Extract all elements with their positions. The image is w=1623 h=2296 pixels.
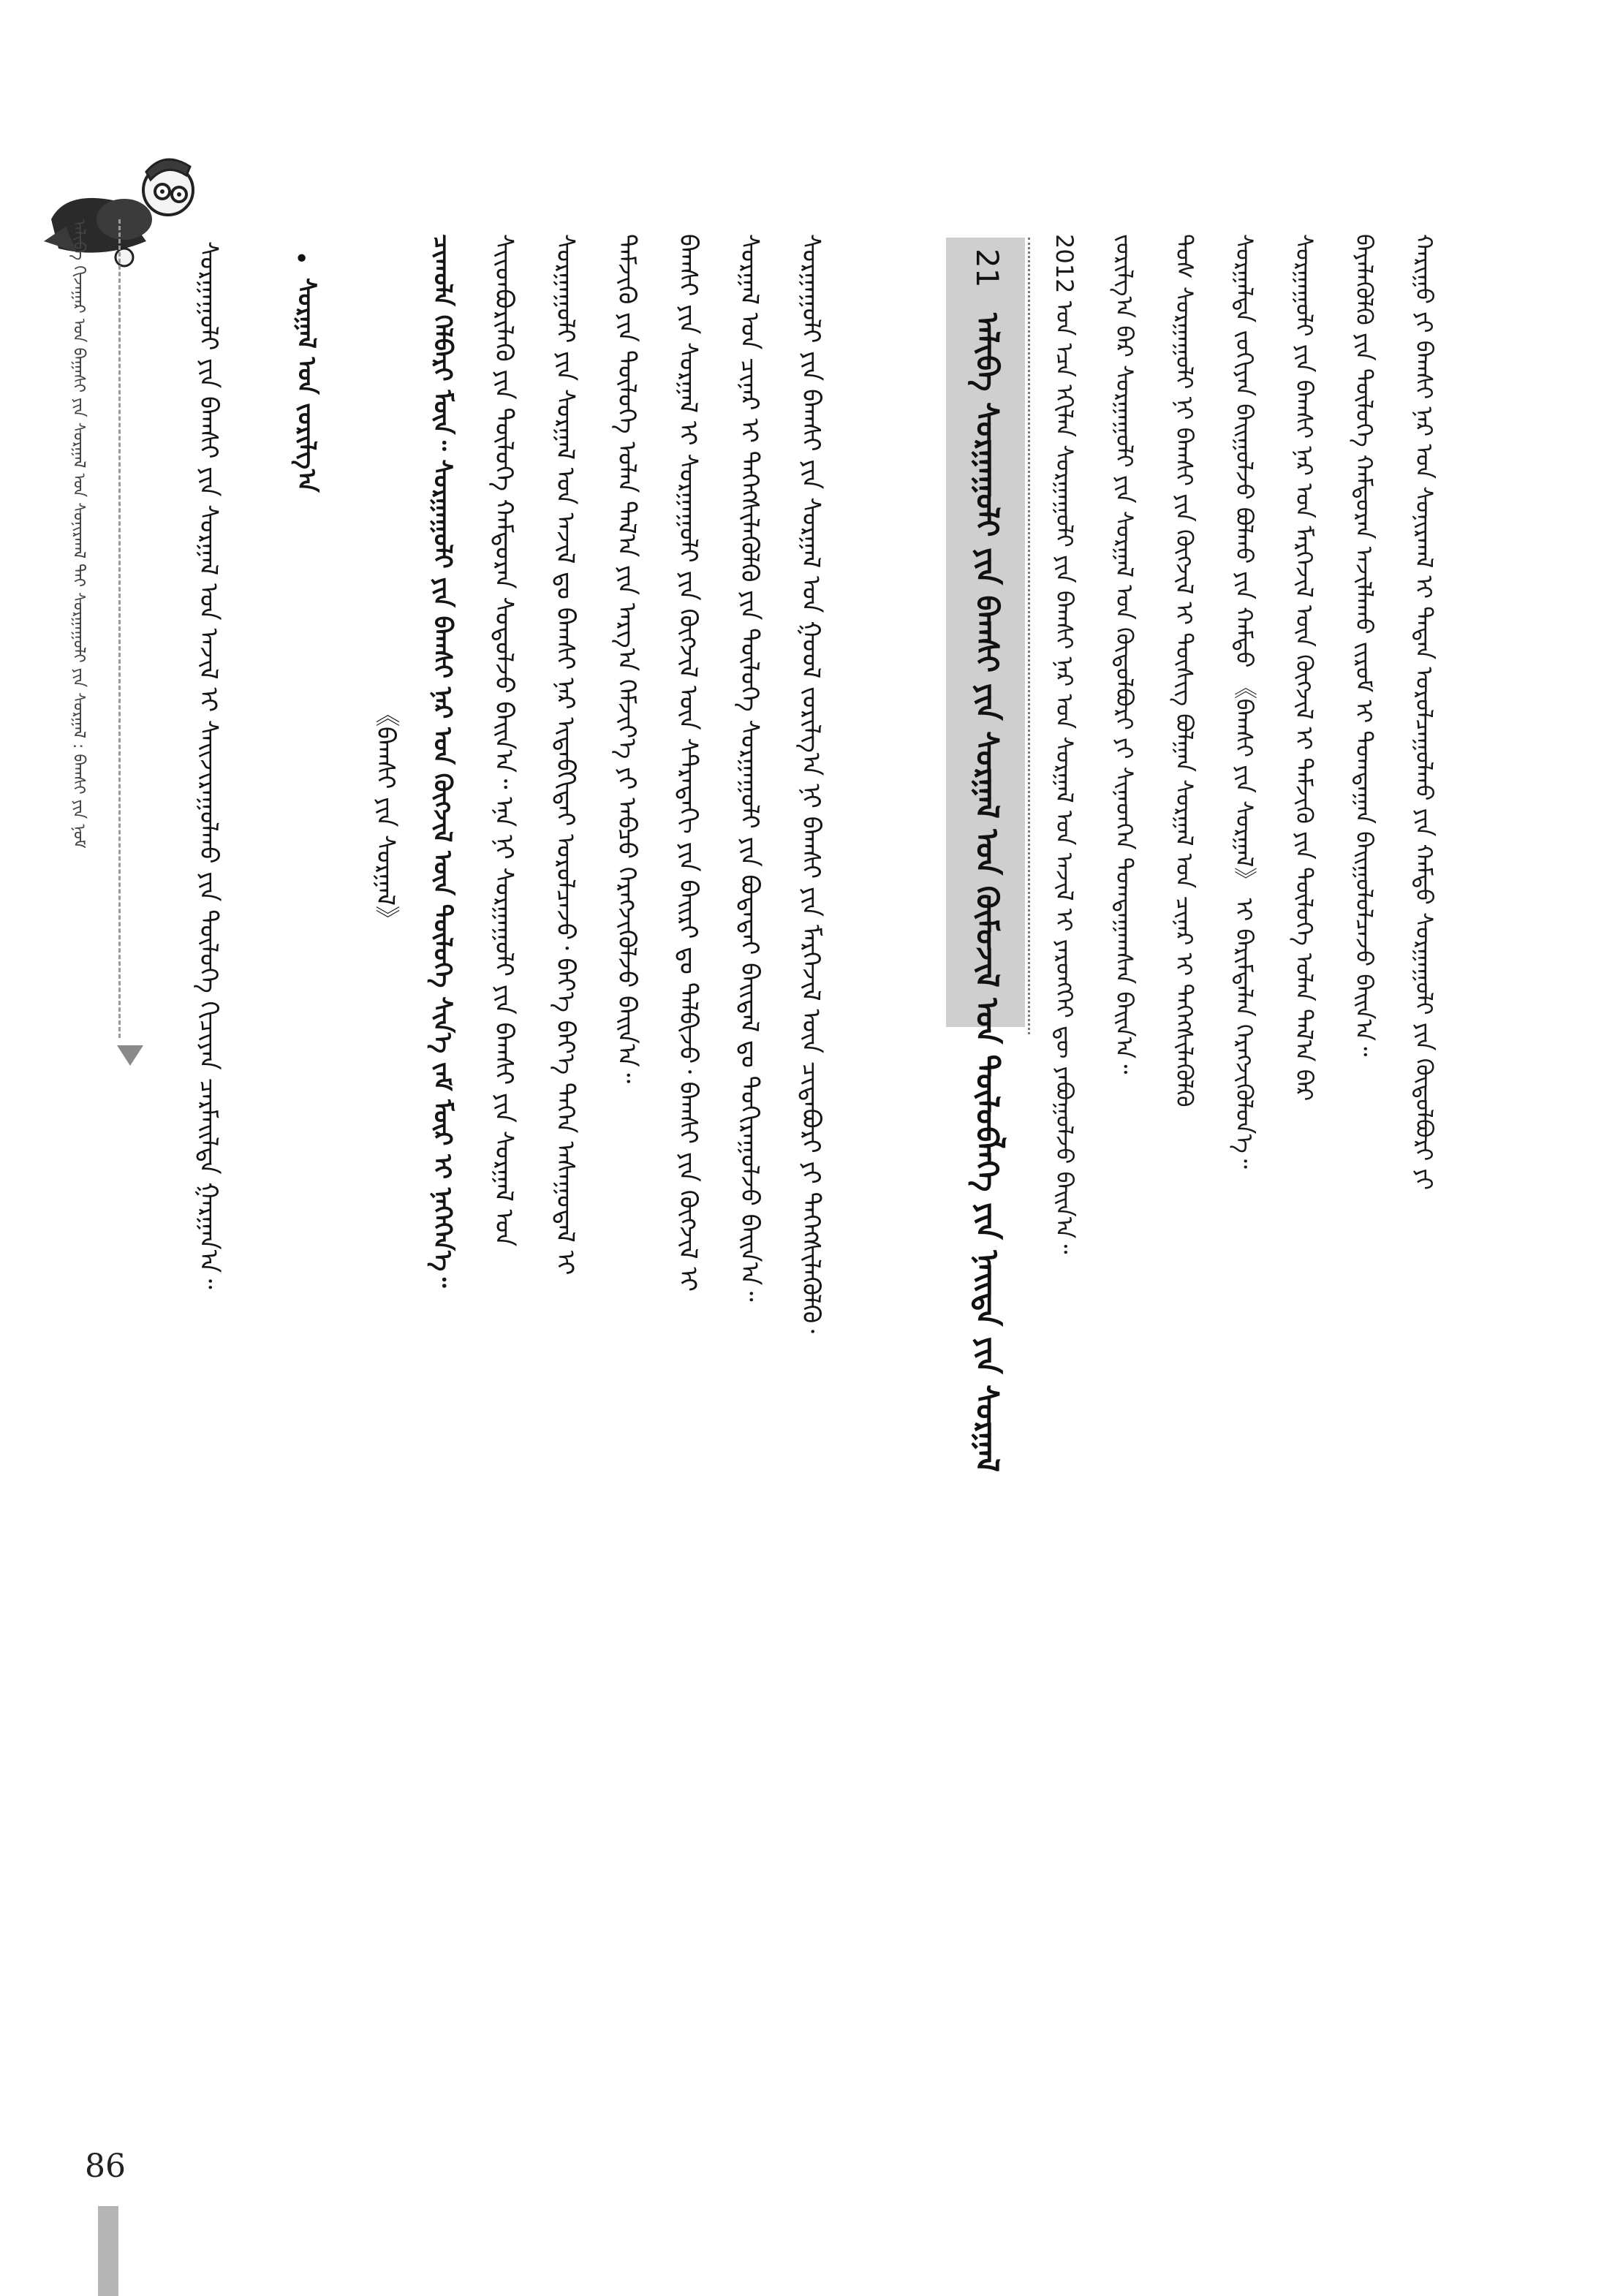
box-line: ᠰᠤᠷᠭᠠᠯᠳᠠ ᠵᠣᠬᠢᠶᠠᠨ ᠪᠠᠢᠭᠤᠯᠵᠤ ᠪᠣᠯᠬᠤ ᠶᠢᠨ ᠬᠠᠮᠲᠤ 《ᠪᠠᠭᠰᠢ ᠶᠢᠨ ᠰᠤᠷᠭᠠᠯ》 ᠢ ᠪᠠᠷᠢᠮᠲᠠᠯᠠᠨ ᠬᠡᠷᠡᠭᠵᠢᠭᠦᠯᠦᠨ᠎ᠡ᠃ — [1230, 234, 1258, 1169]
section-heading: ᠰᠤᠷᠭᠠᠯ ᠤᠨ ᠵᠣᠷᠢᠯᠭ᠎ᠠ — [292, 278, 321, 493]
running-header: ᠠᠯᠢᠪᠠ ᠬᠢᠵᠠᠭᠠᠷ ᠤᠨ ᠪᠠᠭᠠᠰᠢ ᠶᠢᠨ ᠰᠤᠷᠭᠠᠯ ᠤᠨ ᠰᠣᠨᠢᠷᠬᠠᠯ ᠲᠠᠢ ᠰᠣᠷᠭᠠᠭᠤᠯᠢ ᠶᠢᠨ ᠰᠤᠷᠭᠠᠯ : ᠪᠠᠭᠰᠢ ᠶᠢᠨ ᠨᠣᠮ — [69, 219, 88, 849]
box-title-text: ᠠᠯᠢᠪᠠ ᠰᠤᠷᠭᠠᠭᠤᠯᠢ ᠶᠢᠨ ᠪᠠᠭᠰᠢ ᠶᠢᠨ ᠰᠤᠷᠭᠠᠯ ᠤᠨ ᠬᠥᠮᠦᠵᠢᠯ ᠤᠨ ᠲᠥᠯᠦᠪᠯᠡᠭᠡ ᠶᠢᠨ ᠨᠡᠢᠲᠡ ᠶᠢᠨ ᠰᠤᠷᠭᠠᠯ — [969, 313, 1005, 1472]
box-line: ᠵᠣᠷᠢᠯᠭ᠎ᠠ ᠪᠠᠷ ᠰᠤᠷᠭᠠᠭᠤᠯᠢ ᠶᠢᠨ ᠰᠤᠷᠭᠠᠯ ᠤᠨ ᠬᠥᠲᠥᠯᠪᠦᠷᠢ ᠶᠢ ᠰᠢᠨᠡᠳᠬᠡᠨ ᠲᠣᠭᠲᠠᠭᠠᠭᠰᠠᠨ ᠪᠠᠢᠨ᠎ᠠ᠃ — [1111, 234, 1138, 1075]
header-dashed-rule — [118, 219, 121, 1038]
teacher-mascot-icon — [37, 132, 205, 270]
box-line: ᠬᠠᠷᠢᠭᠤ ᠶᠢ ᠪᠠᠭᠰᠢ ᠨᠠᠷ ᠤᠨ ᠰᠣᠨᠢᠷᠬᠠᠯ ᠢ ᠲᠠᠲᠠᠨ ᠣᠷᠣᠯᠴᠠᠭᠤᠯᠬᠤ ᠶᠢᠨ ᠬᠠᠮᠲᠤ ᠰᠤᠷᠭᠠᠭᠤᠯᠢ ᠶᠢᠨ ᠬᠥᠲᠥᠯᠪᠦᠷᠢ ᠶᠢ — [1410, 234, 1438, 1191]
box-line: ᠲᠤᠰ ᠰᠤᠷᠭᠠᠭᠤᠯᠢ ᠨᠢ ᠪᠠᠭᠰᠢ ᠶᠢᠨ ᠬᠥᠭᠵᠢᠯ ᠢ ᠲᠦᠰᠢᠭ ᠪᠣᠯᠭᠠᠨ ᠰᠤᠷᠭᠠᠯ ᠤᠨ ᠴᠢᠨᠠᠷ ᠢ ᠳᠡᠭᠡᠭᠰᠢᠯᠡᠭᠦᠯᠬᠦ — [1170, 234, 1198, 1107]
body-paragraph: ᠳᠡᠮᠵᠢᠬᠦ ᠶᠢᠨ ᠲᠥᠯᠦᠭᠡ ᠣᠯᠠᠨ ᠲᠠᠯ᠎ᠠ ᠶᠢᠨ ᠠᠷᠭ᠎ᠠ ᠬᠡᠮᠵᠢᠶ᠎ᠡ ᠶᠢ ᠠᠪᠴᠤ ᠬᠡᠷᠡᠭᠵᠢᠭᠦᠯᠵᠦ ᠪᠠᠢᠨ᠎ᠠ᠃ — [612, 234, 641, 1084]
bullet-marker: • — [294, 244, 310, 274]
box-title — [961, 249, 1014, 1472]
body-paragraph: ᠰᠢᠢᠳᠪᠦᠷᠢᠯᠡᠬᠦ ᠶᠢᠨ ᠲᠥᠯᠦᠭᠡ ᠬᠠᠮᠲᠤᠷᠠᠨ ᠰᠤᠳᠤᠯᠵᠤ ᠪᠠᠢᠨ᠎ᠠ᠃ ᠡᠨᠡ ᠨᠢ ᠰᠤᠷᠭᠠᠭᠤᠯᠢ ᠶᠢᠨ ᠪᠠᠭᠰᠢ ᠶᠢᠨ ᠰᠤᠷᠭᠠᠯ ᠤᠨ — [489, 234, 518, 1247]
body-paragraph: 《ᠪᠠᠭᠰᠢ ᠶᠢᠨ ᠰᠤᠷᠭᠠᠯ》 — [371, 702, 400, 931]
box-title-number: 21 — [969, 249, 1005, 288]
page-number: 86 — [85, 2148, 126, 2185]
box-dotted-rule — [1028, 238, 1030, 1034]
box-line: 2012 ᠣᠨ ᠡᠴᠡ ᠡᠬᠢᠯᠡᠨ ᠰᠤᠷᠭᠠᠭᠤᠯᠢ ᠶᠢᠨ ᠪᠠᠭᠰᠢ ᠨᠠᠷ ᠤᠨ ᠰᠤᠷᠭᠠᠯ ᠤᠨ ᠠᠵᠢᠯ ᠢ ᠶᠡᠷᠦᠩᠬᠡᠢ ᠳᠦ ᠶᠠᠪᠤᠭᠤᠯᠵᠤ ᠪᠠᠢᠨ᠎ᠠ᠃ — [1051, 234, 1078, 1254]
body-paragraph: ᠰᠤᠷᠭᠠᠯ ᠤᠨ ᠴᠢᠨᠠᠷ ᠢ ᠳᠡᠭᠡᠭᠰᠢᠯᠡᠭᠦᠯᠬᠦ ᠶᠢᠨ ᠲᠥᠯᠦᠭᠡ ᠰᠤᠷᠭᠠᠭᠤᠯᠢ ᠶᠢᠨ ᠪᠣᠳᠠᠳᠠᠢ ᠪᠠᠢᠳᠠᠯ ᠳᠤ ᠲᠣᠬᠢᠷᠠᠭᠤᠯᠵᠤ ᠪᠠᠢᠨ᠎ᠠ᠃ — [735, 234, 764, 1302]
body-paragraph: ᠴᠢᠬᠤᠯᠠ ᠬᠡᠯᠪᠡᠷᠢ ᠮᠥᠨ᠃ ᠰᠤᠷᠭᠠᠭᠤᠯᠢ ᠶᠢᠨ ᠪᠠᠭᠰᠢ ᠨᠠᠷ ᠤᠨ ᠬᠥᠭᠵᠢᠯ ᠦᠨ ᠲᠥᠯᠦᠭᠡ ᠰᠢᠨ᠎ᠡ ᠵᠠᠮ ᠮᠥᠷ ᠢ ᠨᠡᠭᠡᠭᠡᠨ᠎ᠡ᠃ — [428, 234, 457, 1288]
box-line: ᠪᠡᠶᠡᠯᠡᠭᠦᠯᠬᠦ ᠶᠢᠨ ᠲᠥᠯᠦᠭᠡ ᠬᠠᠮᠲᠤᠷᠠᠨ ᠠᠵᠢᠯᠯᠠᠬᠤ ᠵᠢᠷᠤᠮ ᠢ ᠲᠣᠭᠲᠠᠭᠠᠨ ᠪᠠᠢᠭᠤᠯᠤᠯᠴᠠᠵᠤ ᠪᠠᠢᠨ᠎ᠠ᠃ — [1350, 234, 1378, 1057]
body-paragraph: ᠪᠠᠭᠰᠢ ᠶᠢᠨ ᠰᠤᠷᠭᠠᠯ ᠢ ᠰᠤᠷᠭᠠᠭᠤᠯᠢ ᠶᠢᠨ ᠬᠥᠭᠵᠢᠯ ᠦᠨ ᠰᠲᠷᠠᠲᠡᠭᠢ ᠶᠢᠨ ᠪᠠᠢᠷᠢ ᠳᠤ ᠲᠠᠯᠪᠢᠵᠤ᠂ ᠪᠠᠭᠰᠢ ᠶᠢᠨ ᠬᠥᠭᠵᠢᠯ ᠢ — [673, 234, 703, 1292]
triangle-marker-icon — [117, 1045, 143, 1066]
closing-line: ᠰᠤᠷᠭᠠᠭᠤᠯᠢ ᠶᠢᠨ ᠪᠠᠭᠰᠢ ᠶᠢᠨ ᠰᠤᠷᠭᠠᠯ ᠤᠨ ᠠᠵᠢᠯ ᠢ ᠰᠠᠢᠵᠢᠷᠠᠭᠤᠯᠬᠤ ᠶᠢᠨ ᠲᠥᠯᠦᠭᠡ ᠬᠢᠴᠢᠶᠡᠨ ᠴᠠᠷᠮᠠᠢᠯᠲᠠ ᠭᠠᠷᠭᠠᠨ᠎ᠠ᠃ — [194, 241, 223, 1289]
body-paragraph: ᠰᠤᠷᠭᠠᠭᠤᠯᠢ ᠶᠢᠨ ᠪᠠᠭᠰᠢ ᠶᠢᠨ ᠰᠤᠷᠭᠠᠯ ᠤᠨ ᠭᠣᠣᠯ ᠵᠣᠷᠢᠯᠭ᠎ᠠ ᠨᠢ ᠪᠠᠭᠰᠢ ᠶᠢᠨ ᠮᠡᠷᠭᠡᠵᠢᠯ ᠦᠨ ᠴᠢᠳᠠᠪᠤᠷᠢ ᠶᠢ ᠳᠡᠭᠡᠭᠰᠢᠯᠡᠭᠦᠯᠬᠦ᠂ — [796, 234, 825, 1334]
box-line: ᠰᠤᠷᠭᠠᠭᠤᠯᠢ ᠶᠢᠨ ᠪᠠᠭᠰᠢ ᠨᠠᠷ ᠤᠨ ᠮᠡᠷᠭᠡᠵᠢᠯ ᠦᠨ ᠬᠥᠭᠵᠢᠯ ᠢ ᠳᠡᠮᠵᠢᠬᠦ ᠶᠢᠨ ᠲᠥᠯᠦᠭᠡ ᠣᠯᠠᠨ ᠲᠠᠯ᠎ᠠ ᠪᠠᠷ — [1290, 234, 1318, 1102]
body-paragraph: ᠰᠤᠷᠭᠠᠭᠤᠯᠢ ᠶᠢᠨ ᠰᠤᠷᠭᠠᠯ ᠤᠨ ᠠᠵᠢᠯ ᠳᠤ ᠪᠠᠭᠰᠢ ᠨᠠᠷ ᠢᠳᠡᠪᠬᠢᠲᠡᠢ ᠣᠷᠣᠯᠴᠠᠵᠤ᠂ ᠪᠡᠶ᠎ᠡ ᠪᠡᠶ᠎ᠡ ᠳᠡᠭᠡᠨ ᠠᠰᠠᠭᠤᠳᠠᠯ ᠢ — [551, 234, 580, 1276]
page-thumb-tab — [98, 2206, 118, 2296]
